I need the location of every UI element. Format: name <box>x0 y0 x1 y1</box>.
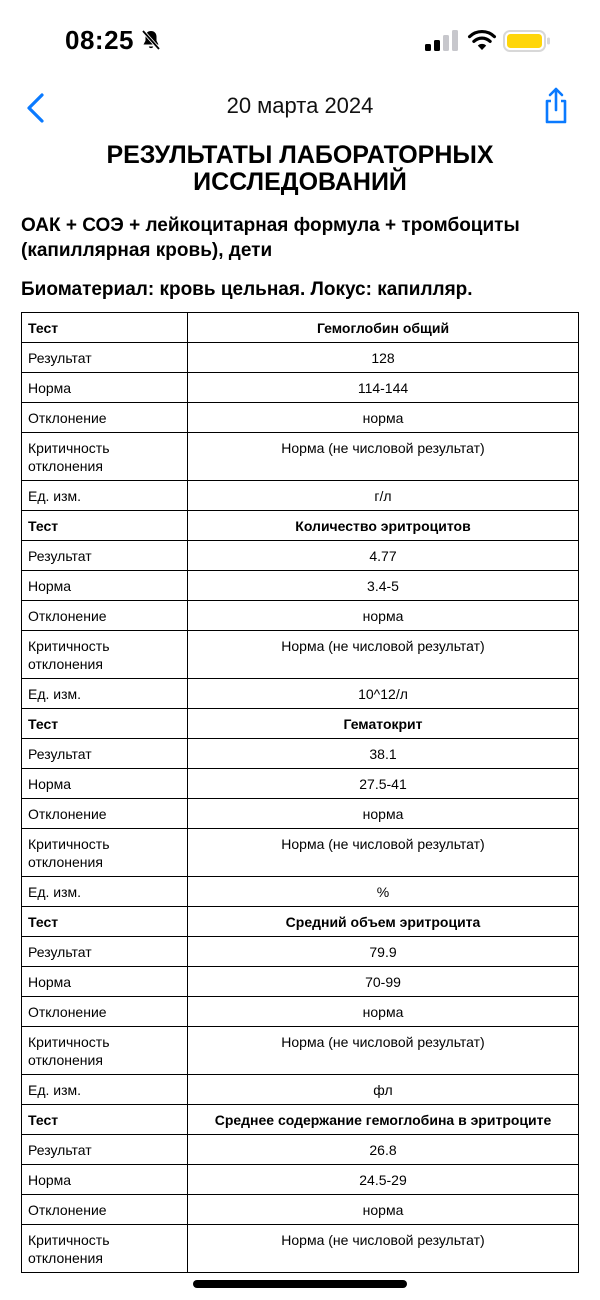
test-name-label: Тест <box>22 313 188 343</box>
norm-label: Норма <box>22 571 188 601</box>
test-name-value: Гемоглобин общий <box>188 313 579 343</box>
deviation-label: Отклонение <box>22 403 188 433</box>
table-row-criticality <box>22 631 579 679</box>
result-value: 4.77 <box>188 541 579 571</box>
unit-label: Ед. изм. <box>22 481 188 511</box>
test-name-label: Тест <box>22 709 188 739</box>
criticality-value: Норма (не числовой результат) <box>188 433 579 481</box>
table-row-unit <box>22 481 579 511</box>
result-value: 79.9 <box>188 937 579 967</box>
criticality-label: Критичность отклонения <box>22 631 188 679</box>
results-table-container[interactable] <box>21 312 579 1266</box>
test-name-value: Количество эритроцитов <box>188 511 579 541</box>
table-row-norm <box>22 967 579 997</box>
deviation-label: Отклонение <box>22 997 188 1027</box>
nav-bar <box>0 82 600 134</box>
table-row-norm <box>22 769 579 799</box>
table-row-criticality <box>22 1027 579 1075</box>
deviation-value: норма <box>188 997 579 1027</box>
table-row-result <box>22 937 579 967</box>
norm-value: 3.4-5 <box>188 571 579 601</box>
deviation-label: Отклонение <box>22 601 188 631</box>
result-label: Результат <box>22 937 188 967</box>
norm-value: 27.5-41 <box>188 769 579 799</box>
table-row-norm <box>22 571 579 601</box>
result-value: 38.1 <box>188 739 579 769</box>
unit-label: Ед. изм. <box>22 1075 188 1105</box>
test-name-value: Средний объем эритроцита <box>188 907 579 937</box>
table-row-deviation <box>22 799 579 829</box>
table-row-criticality <box>22 829 579 877</box>
table-row-result <box>22 343 579 373</box>
criticality-label: Критичность отклонения <box>22 1225 188 1273</box>
result-label: Результат <box>22 343 188 373</box>
result-value: 128 <box>188 343 579 373</box>
norm-value: 114-144 <box>188 373 579 403</box>
table-row-deviation <box>22 601 579 631</box>
status-time: 08:25 <box>65 25 134 55</box>
criticality-label: Критичность отклонения <box>22 1027 188 1075</box>
table-row-criticality <box>22 433 579 481</box>
document-subtitle: ОАК + СОЭ + лейкоцитарная формула + тромбоциты (капиллярная кровь), дети <box>21 215 520 261</box>
table-row-test-name <box>22 313 579 343</box>
table-row-unit <box>22 679 579 709</box>
deviation-value: норма <box>188 403 579 433</box>
test-name-label: Тест <box>22 907 188 937</box>
wifi-icon <box>467 28 497 52</box>
home-indicator[interactable] <box>193 1280 407 1288</box>
bell-slash-icon <box>139 28 163 52</box>
norm-value: 70-99 <box>188 967 579 997</box>
table-row-norm <box>22 373 579 403</box>
table-row-test-name <box>22 1105 579 1135</box>
test-name-label: Тест <box>22 1105 188 1135</box>
criticality-value: Норма (не числовой результат) <box>188 1027 579 1075</box>
unit-value: % <box>188 877 579 907</box>
unit-value: 10^12/л <box>188 679 579 709</box>
test-name-value: Гематокрит <box>188 709 579 739</box>
document-biomaterial: Биоматериал: кровь цельная. Локус: капилляр. <box>21 279 473 300</box>
table-row-norm <box>22 1165 579 1195</box>
table-row-unit <box>22 1075 579 1105</box>
unit-value: г/л <box>188 481 579 511</box>
norm-label: Норма <box>22 967 188 997</box>
status-bar <box>0 0 600 82</box>
result-value: 26.8 <box>188 1135 579 1165</box>
battery-icon <box>503 29 551 53</box>
deviation-value: норма <box>188 1195 579 1225</box>
table-row-criticality <box>22 1225 579 1273</box>
norm-label: Норма <box>22 769 188 799</box>
document-title: РЕЗУЛЬТАТЫ ЛАБОРАТОРНЫХ ИССЛЕДОВАНИЙ <box>106 141 494 196</box>
test-name-value: Среднее содержание гемоглобина в эритроците <box>188 1105 579 1135</box>
table-row-result <box>22 1135 579 1165</box>
table-row-test-name <box>22 709 579 739</box>
deviation-value: норма <box>188 799 579 829</box>
table-row-result <box>22 739 579 769</box>
result-label: Результат <box>22 739 188 769</box>
criticality-value: Норма (не числовой результат) <box>188 829 579 877</box>
criticality-value: Норма (не числовой результат) <box>188 631 579 679</box>
results-table <box>21 312 579 1273</box>
deviation-value: норма <box>188 601 579 631</box>
unit-value: фл <box>188 1075 579 1105</box>
criticality-label: Критичность отклонения <box>22 829 188 877</box>
document-header <box>21 142 579 302</box>
deviation-label: Отклонение <box>22 1195 188 1225</box>
norm-label: Норма <box>22 373 188 403</box>
unit-label: Ед. изм. <box>22 877 188 907</box>
cellular-signal-icon <box>425 30 459 52</box>
norm-label: Норма <box>22 1165 188 1195</box>
table-row-deviation <box>22 997 579 1027</box>
norm-value: 24.5-29 <box>188 1165 579 1195</box>
table-row-test-name <box>22 907 579 937</box>
result-label: Результат <box>22 1135 188 1165</box>
table-row-result <box>22 541 579 571</box>
criticality-value: Норма (не числовой результат) <box>188 1225 579 1273</box>
nav-title: 20 марта 2024 <box>226 93 374 118</box>
criticality-label: Критичность отклонения <box>22 433 188 481</box>
share-button[interactable] <box>540 86 572 126</box>
table-row-deviation <box>22 1195 579 1225</box>
deviation-label: Отклонение <box>22 799 188 829</box>
unit-label: Ед. изм. <box>22 679 188 709</box>
result-label: Результат <box>22 541 188 571</box>
table-row-test-name <box>22 511 579 541</box>
table-row-unit <box>22 877 579 907</box>
test-name-label: Тест <box>22 511 188 541</box>
table-row-deviation <box>22 403 579 433</box>
